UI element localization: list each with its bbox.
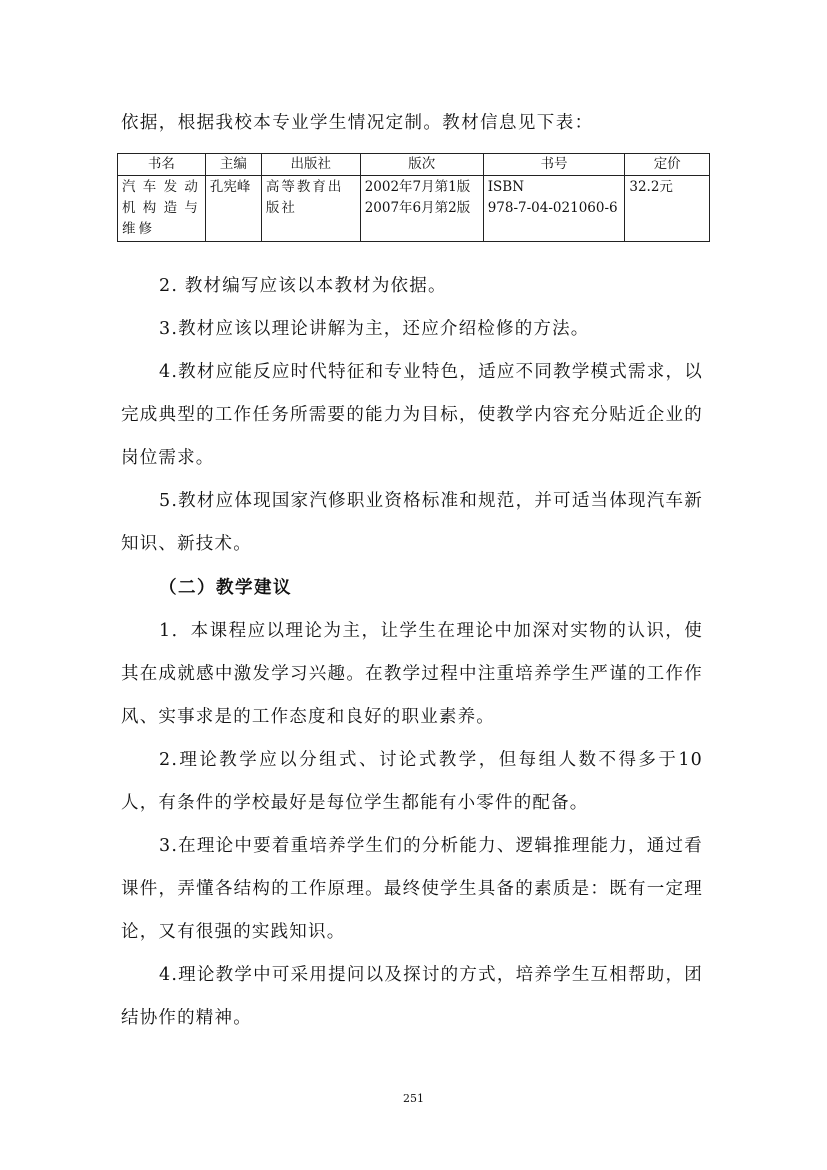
table-row [118,176,710,242]
suggestion-4-text: 4.理论教学中可采用提问以及探讨的方式，培养学生互相帮助，团结协作的精神。 [121,965,703,1028]
edition-second: 2007年6月第2版 [364,200,471,216]
page-number: 251 [403,1092,424,1105]
suggestion-3-text: 3.在理论中要着重培养学生们的分析能力、逻辑推理能力，通过看课件，弄懂各结构的工作原理。最终使学生具备的素质是：既有一定理论，又有很强的实践知识。 [121,836,703,942]
cell-title: 汽车发动机构造与维修 [118,176,206,242]
paragraph-3-text: 3.教材应该以理论讲解为主，还应介绍检修的方法。 [159,319,590,339]
paragraph-3 [121,308,703,351]
intro-text: 依据，根据我校本专业学生情况定制。教材信息见下表： [121,113,594,133]
paragraph-5 [121,480,703,566]
header-price: 定价 [625,154,710,176]
suggestion-3 [121,825,703,954]
cell-editor: 孔宪峰 [205,176,261,242]
isbn-label: ISBN [487,179,525,195]
suggestion-2 [121,739,703,825]
section-heading: （二）教学建议 [159,578,292,598]
paragraph-4 [121,351,703,480]
cell-isbn [483,176,625,242]
suggestion-1 [121,610,703,739]
header-title: 书名 [118,154,206,176]
paragraph-5-text: 5.教材应体现国家汽修职业资格标准和规范，并可适当体现汽车新知识、新技术。 [121,491,703,554]
suggestion-1-text: 1．本课程应以理论为主，让学生在理论中加深对实物的认识，使其在成就感中激发学习兴趣。在教学过程中注重培养学生严谨的工作作风、实事求是的工作态度和良好的职业素养。 [121,621,703,727]
table-header-row [118,154,710,176]
isbn-number: 978-7-04-021060-6 [487,200,618,216]
paragraph-2 [121,265,703,308]
cell-edition [360,176,483,242]
header-isbn: 书号 [483,154,625,176]
header-publisher: 出版社 [261,154,360,176]
edition-first: 2002年7月第1版 [364,179,471,195]
cell-publisher: 高等教育出版社 [261,176,360,242]
cell-price: 32.2元 [625,176,710,242]
header-edition: 版次 [360,154,483,176]
header-editor: 主编 [205,154,261,176]
paragraph-2-text: 2. 教材编写应该以本教材为依据。 [159,276,447,296]
suggestion-4 [121,954,703,1040]
paragraph-4-text: 4.教材应能反应时代特征和专业特色，适应不同教学模式需求，以完成典型的工作任务所需要的能力为目标，使教学内容充分贴近企业的岗位需求。 [121,362,703,468]
suggestion-2-text: 2.理论教学应以分组式、讨论式教学，但每组人数不得多于10人，有条件的学校最好是每位学生都能有小零件的配备。 [121,750,703,813]
textbook-table [117,153,710,242]
